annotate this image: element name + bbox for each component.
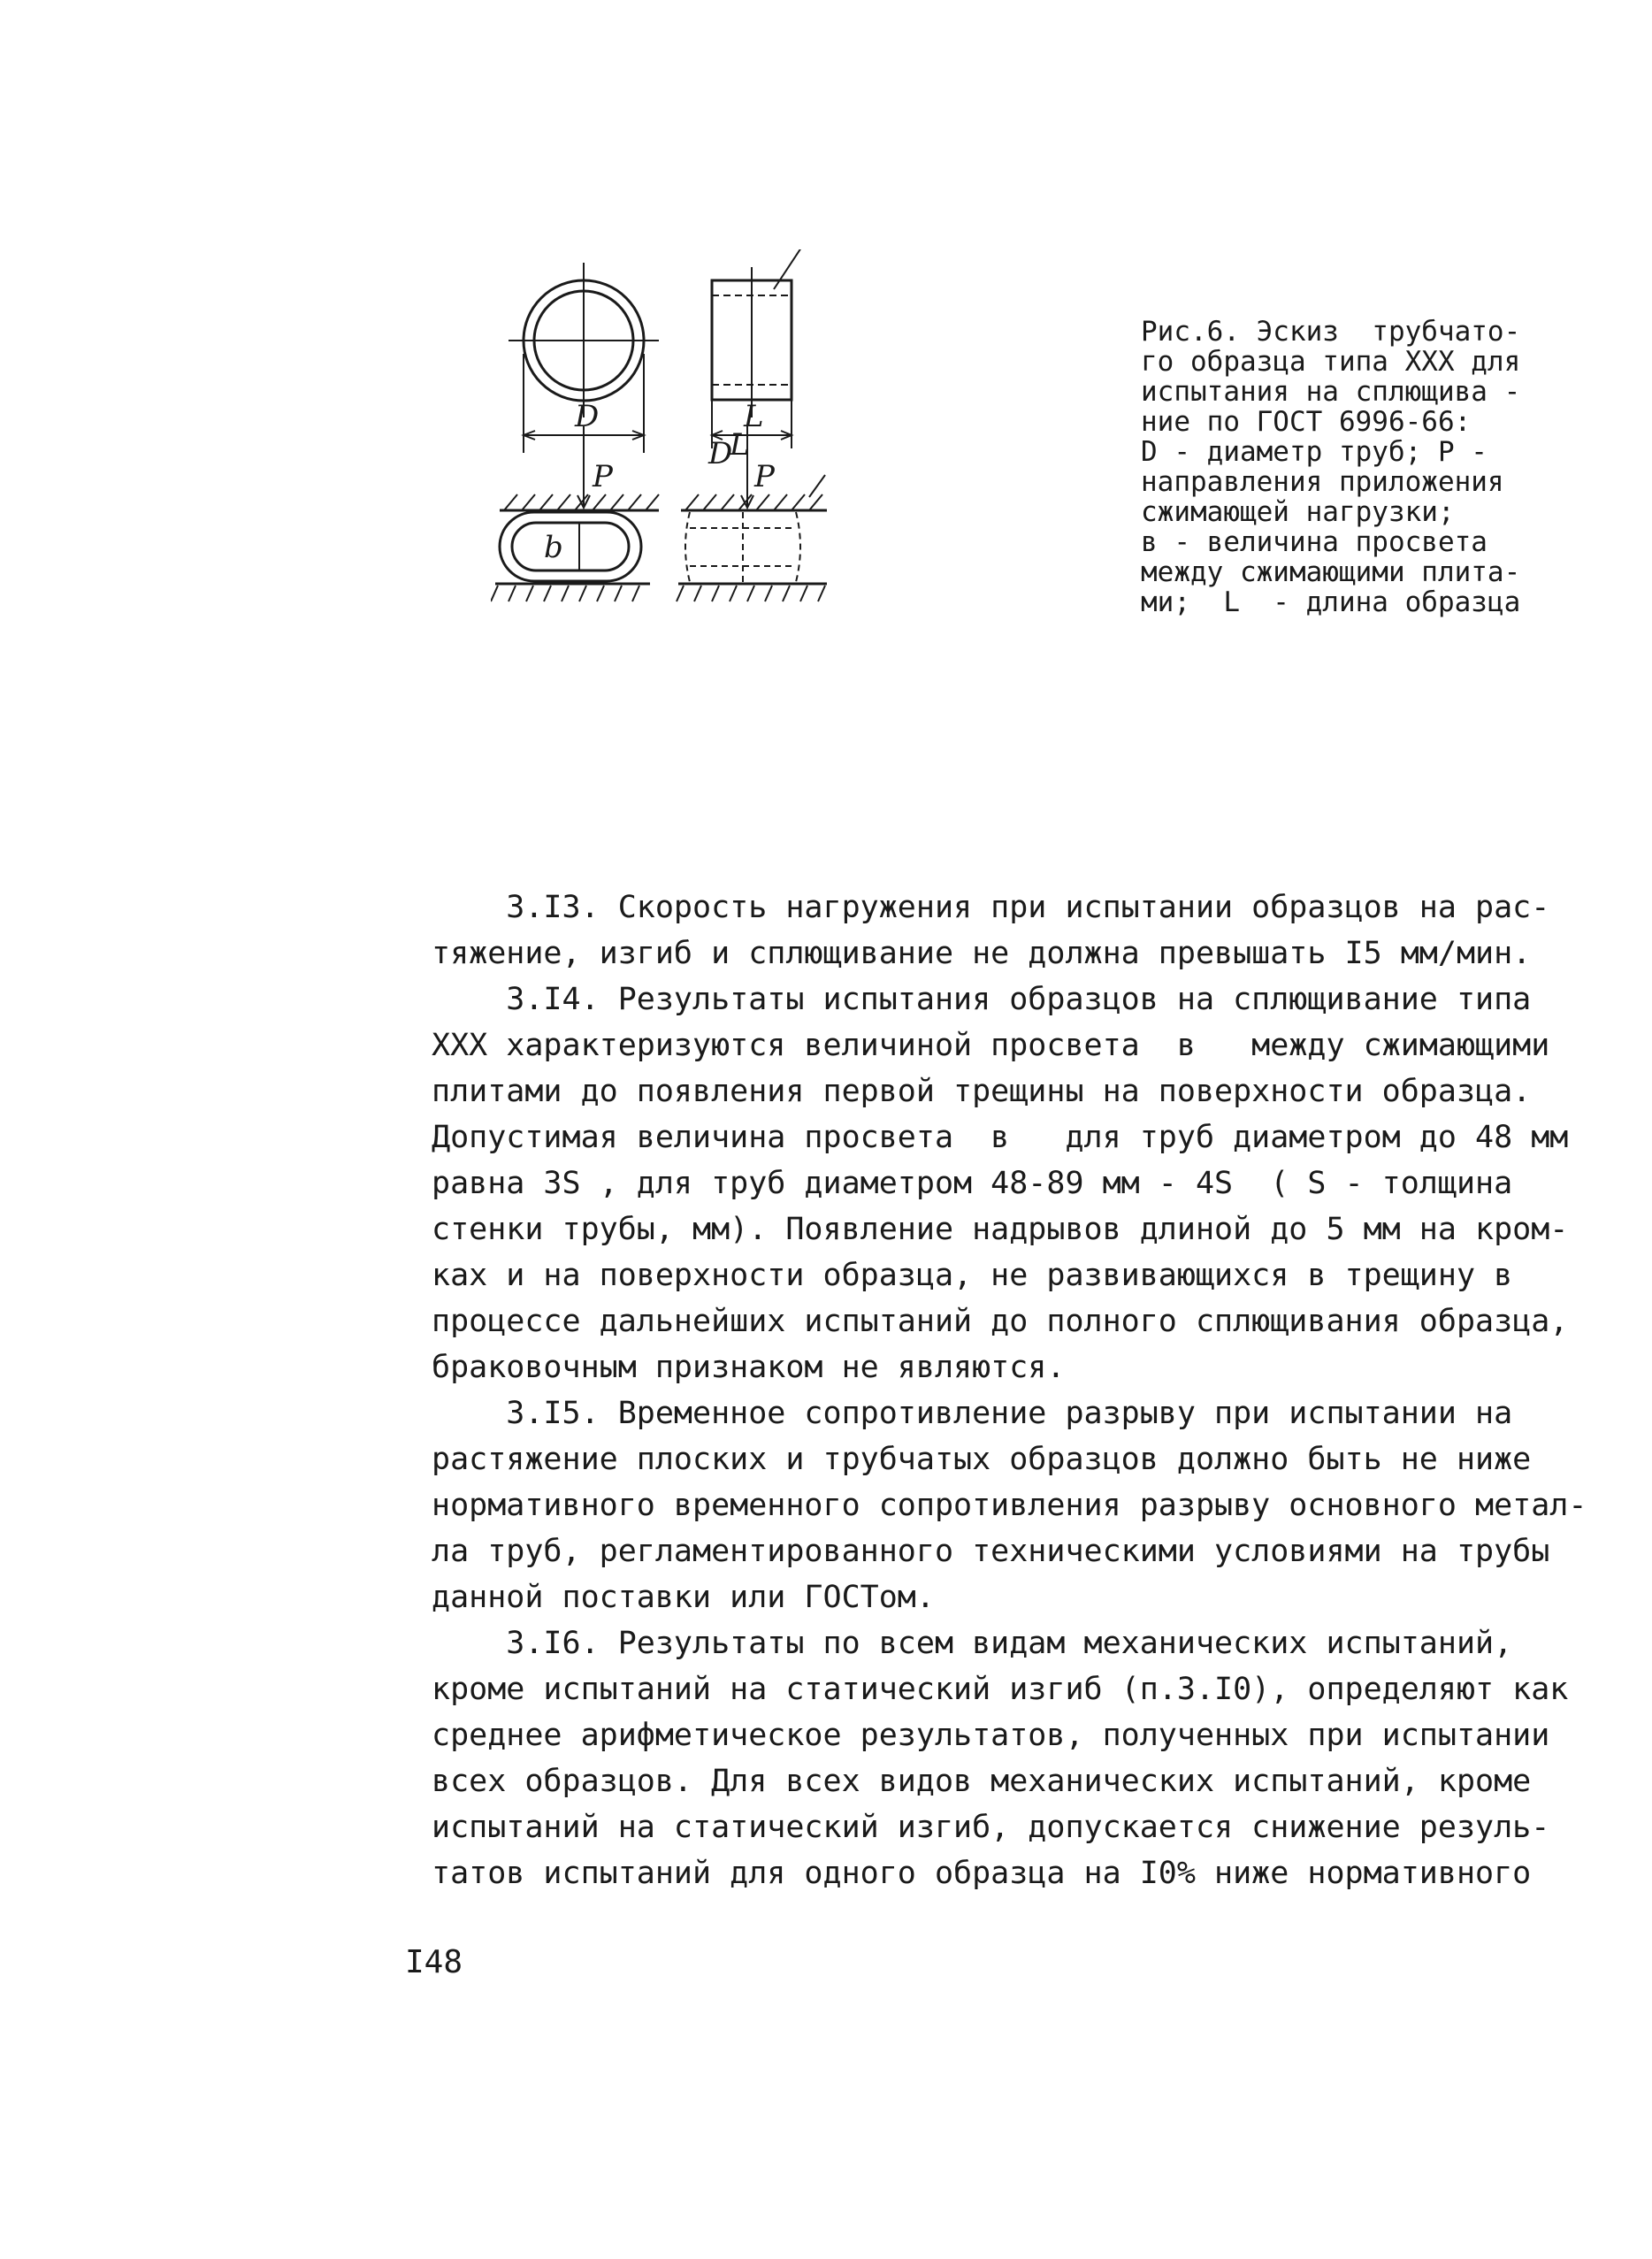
paragraph-3-16	[432, 1620, 1581, 1896]
caption-line: в - величина просвета	[1141, 526, 1488, 558]
label-gap: b	[544, 530, 563, 565]
text-line: 3.I5. Временное сопротивление разрыву при испытании на	[432, 1396, 1513, 1431]
caption-line: ми; L - длина образца	[1141, 586, 1521, 618]
text-line: ках и на поверхности образца, не развивающихся в трещину в	[432, 1258, 1513, 1293]
text-line: тяжение, изгиб и сплющивание не должна превышать I5 мм/мин.	[432, 936, 1532, 971]
caption-line: направления приложения	[1141, 466, 1504, 498]
caption-line: ние по ГОСТ 6996-66:	[1141, 406, 1472, 438]
label-l-mid: L	[730, 427, 750, 463]
text-line: татов испытаний для одного образца на I0% ниже нормативного	[432, 1856, 1532, 1891]
flattened-inner	[512, 523, 629, 570]
paragraph-3-13	[432, 884, 1581, 976]
label-d-mid: D	[708, 436, 733, 471]
caption-line: между сжимающими плита-	[1141, 556, 1521, 588]
label-d: D	[575, 399, 600, 434]
text-line: всех образцов. Для всех видов механических испытаний, кроме	[432, 1764, 1532, 1799]
caption-line: испытания на сплющива -	[1141, 376, 1521, 408]
text-line: 3.I6. Результаты по всем видам механических испытаний,	[432, 1626, 1513, 1661]
caption-line: го образца типа XXX для	[1141, 346, 1521, 378]
text-line: среднее арифметическое результатов, полученных при испытании	[432, 1718, 1550, 1753]
text-line: испытаний на статический изгиб, допускается снижение резуль-	[432, 1810, 1550, 1845]
text-line: 3.I3. Скорость нагружения при испытании образцов на рас-	[432, 890, 1550, 925]
text-line: ла труб, регламентированного техническими условиями на трубы	[432, 1534, 1550, 1569]
text-line: плитами до появления первой трещины на поверхности образца.	[432, 1074, 1532, 1109]
text-line: кроме испытаний на статический изгиб (п.3.I0), определяют как	[432, 1672, 1569, 1707]
text-line: равна 3S , для труб диаметром 48-89 мм - 4S ( S - толщина	[432, 1166, 1513, 1201]
paragraph-3-14	[432, 976, 1581, 1390]
text-line: нормативного временного сопротивления разрыву основного метал-	[432, 1488, 1587, 1523]
figure-drawing	[491, 249, 853, 639]
text-line: растяжение плоских и трубчатых образцов должно быть не ниже	[432, 1442, 1532, 1477]
text-line: 3.I4. Результаты испытания образцов на сплющивание типа	[432, 982, 1532, 1017]
figure-caption	[1141, 317, 1601, 617]
text-line: браковочным признаком не являются.	[432, 1350, 1066, 1385]
label-p-left: P	[593, 459, 613, 494]
page-number: I48	[405, 1944, 463, 1980]
leader-line	[774, 249, 805, 289]
caption-line: Рис.6. Эскиз трубчато-	[1141, 316, 1521, 348]
tube-specimen-sketch	[491, 249, 853, 639]
caption-line: сжимающей нагрузки;	[1141, 496, 1455, 528]
text-line: стенки трубы, мм). Появление надрывов длиной до 5 мм на кром-	[432, 1212, 1569, 1247]
text-line: Допустимая величина просвета в для труб диаметром до 48 мм	[432, 1120, 1569, 1155]
text-line: данной поставки или ГОСТом.	[432, 1580, 935, 1615]
text-line: процессе дальнейших испытаний до полного сплющивания образца,	[432, 1304, 1569, 1339]
caption-line: D - диаметр труб; Р -	[1141, 436, 1488, 468]
text-line: XXX характеризуются величиной просвета в между сжимающими	[432, 1028, 1550, 1063]
label-l: L	[744, 399, 764, 434]
label-p-right: P	[754, 459, 775, 494]
paragraph-3-15	[432, 1390, 1587, 1620]
body-text	[432, 884, 1587, 1896]
